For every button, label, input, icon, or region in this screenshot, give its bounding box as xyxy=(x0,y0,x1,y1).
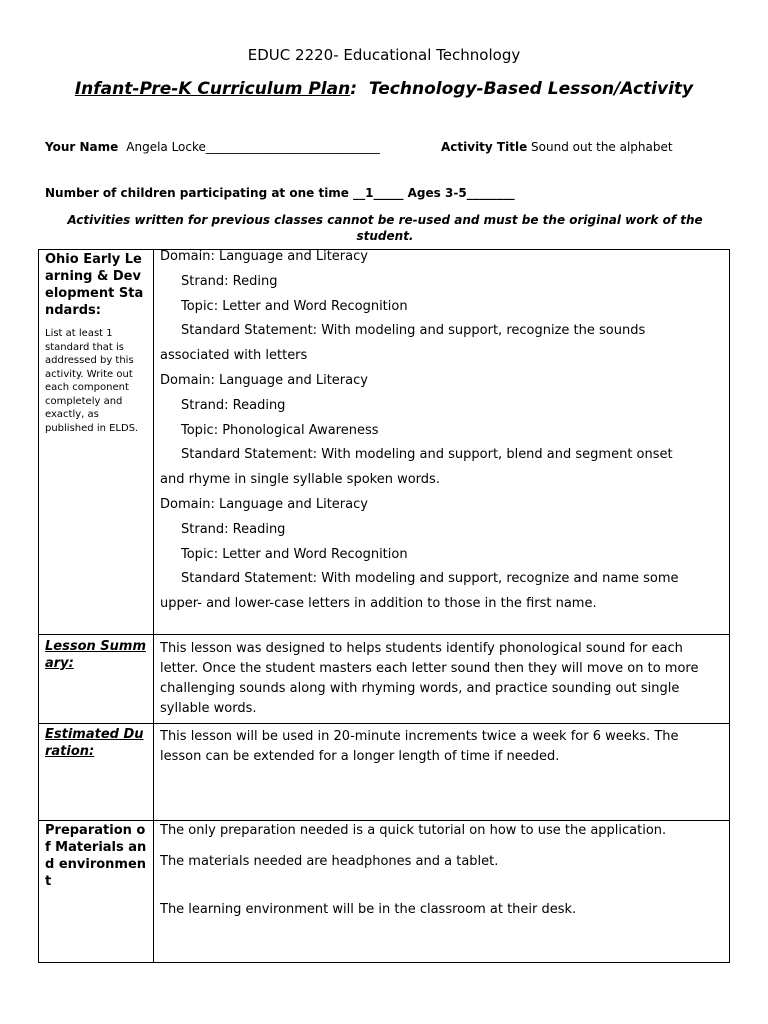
plan-title xyxy=(0,79,768,99)
activity-title-field xyxy=(441,140,673,154)
preparation-line-3: The learning environment will be in the classroom at their desk. xyxy=(160,902,577,917)
standards-heading: Ohio Early Learning & Development Standards: xyxy=(45,252,144,318)
duration-label-cell xyxy=(39,724,154,821)
duration-text: This lesson will be used in 20-minute increments twice a week for 6 weeks. The lesson can be extended for a longer length of time if needed. xyxy=(160,729,679,764)
preparation-content-cell xyxy=(154,821,730,963)
summary-content-cell xyxy=(154,635,730,724)
plan-title-colon: : xyxy=(350,79,358,99)
activity-title-label: Activity Title xyxy=(441,140,528,154)
duration-heading: Estimated Duration: xyxy=(45,727,144,759)
standards-row xyxy=(39,250,730,635)
name-label: Your Name xyxy=(45,140,119,154)
preparation-row xyxy=(39,821,730,963)
preparation-line-2: The materials needed are headphones and a tablet. xyxy=(160,854,499,869)
originality-note: Activities written for previous classes cannot be re-used and must be the original work of the student. xyxy=(67,213,703,243)
standard-line: Strand: Reding xyxy=(181,273,278,289)
standard-line: Strand: Reading xyxy=(181,397,286,413)
standard-line: associated with letters xyxy=(160,348,308,364)
plan-title-main: Infant-Pre-K Curriculum Plan xyxy=(74,79,351,99)
preparation-line-1: The only preparation needed is a quick tutorial on how to use the application. xyxy=(160,823,667,838)
standard-line: and rhyme in single syllable spoken words. xyxy=(160,472,440,488)
duration-row xyxy=(39,724,730,821)
standard-line: Standard Statement: With modeling and support, blend and segment onset xyxy=(181,447,673,463)
standards-label-cell xyxy=(39,250,154,635)
preparation-label-cell xyxy=(39,821,154,963)
standard-line: Standard Statement: With modeling and support, recognize and name some xyxy=(181,571,679,587)
standard-line: Domain: Language and Literacy xyxy=(160,372,368,388)
standard-line: Standard Statement: With modeling and support, recognize the sounds xyxy=(181,323,646,339)
children-ages-line: Number of children participating at one time __1_____ Ages 3-5________ xyxy=(45,186,515,200)
preparation-heading: Preparation of Materials and environment xyxy=(45,823,147,889)
standard-line: Strand: Reading xyxy=(181,521,286,537)
standard-line: Topic: Letter and Word Recognition xyxy=(181,298,408,314)
summary-label-cell xyxy=(39,635,154,724)
duration-content-cell xyxy=(154,724,730,821)
standard-line: upper- and lower-case letters in addition to those in the first name. xyxy=(160,596,597,612)
standard-line: Topic: Phonological Awareness xyxy=(181,422,379,438)
name-activity-line xyxy=(45,140,673,154)
standard-line: Domain: Language and Literacy xyxy=(160,249,368,264)
summary-heading: Lesson Summary: xyxy=(45,639,146,671)
course-title: EDUC 2220- Educational Technology xyxy=(247,46,521,64)
standards-content-cell xyxy=(154,250,730,635)
name-value: Angela Locke_____________________________ xyxy=(126,140,380,154)
curriculum-table xyxy=(38,249,730,963)
standard-line: Domain: Language and Literacy xyxy=(160,496,368,512)
standard-line: Topic: Letter and Word Recognition xyxy=(181,546,408,562)
standards-lines xyxy=(160,245,723,617)
plan-title-subtitle: Technology-Based Lesson/Activity xyxy=(368,79,694,99)
standards-instructions: List at least 1 standard that is addressed by this activity. Write out each component completely and exactly, as published in ELDS. xyxy=(45,328,139,434)
summary-text: This lesson was designed to helps students identify phonological sound for each letter. Once the student masters each letter sound then they will move on to more challenging sounds along with rhyming words, and practice sounding out single syllable words. xyxy=(160,641,699,716)
summary-row xyxy=(39,635,730,724)
activity-title-value: Sound out the alphabet xyxy=(531,140,673,154)
